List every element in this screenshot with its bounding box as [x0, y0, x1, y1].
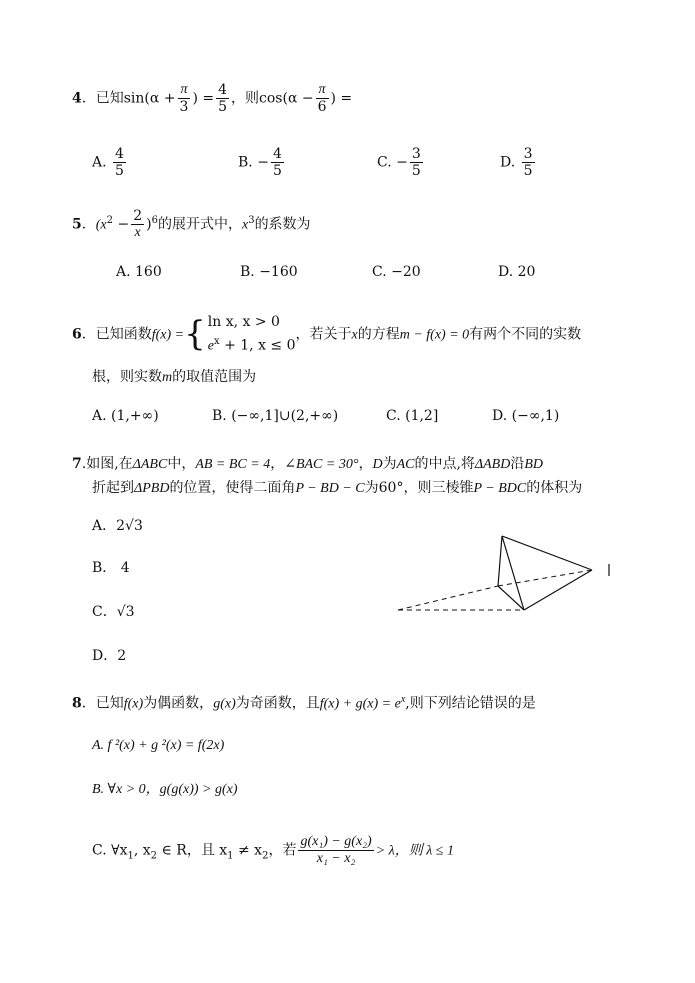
q5-option-c[interactable]: C. −20 — [372, 264, 421, 280]
q6-option-b[interactable]: B. (−∞,1]∪(2,+∞) — [212, 408, 339, 424]
q7-pyramid-figure — [392, 530, 622, 620]
q4-option-a[interactable]: A. $\frac{4}{5}$ — [92, 146, 124, 179]
q7-stem-line1: 7.如图,在ΔABC中，AB = BC = 4，∠BAC = 30°，D为AC的中点,将ΔABD沿BD — [72, 456, 544, 472]
q5-option-a[interactable]: A. 160 — [116, 264, 162, 280]
q7-option-a[interactable]: A．2√3 — [92, 518, 143, 534]
q8-option-b[interactable]: B. ∀x > 0，g(g(x)) > g(x) — [92, 782, 238, 797]
q7-stem-line2: 折起到ΔPBD的位置，使得二面角P − BD − C为60°，则三棱锥P − BDC的体积为 — [92, 480, 583, 496]
q6-number: 6 — [72, 326, 82, 343]
edge-p-c — [502, 536, 592, 570]
q4-option-d[interactable]: D. $\frac{3}{5}$ — [500, 146, 533, 179]
q5-option-d[interactable]: D. 20 — [498, 264, 536, 280]
q6-option-d[interactable]: D. (−∞,1) — [492, 408, 560, 424]
q4-frac-pi3: $\frac{\pi}{3}$ — [179, 82, 189, 115]
edge-p-d — [498, 536, 502, 586]
q4-option-b[interactable]: B. − $\frac{4}{5}$ — [238, 146, 282, 179]
q7-number: 7 — [72, 456, 82, 472]
q7-option-c[interactable]: C．√3 — [92, 604, 135, 620]
q5-stem: 5．($x^2$ − $\frac{2}{x}$ )$^6$的展开式中，$x^3$的系数为 — [72, 208, 311, 240]
q4-number: 4 — [72, 90, 82, 107]
q4-option-c[interactable]: C. − $\frac{3}{5}$ — [377, 146, 421, 179]
q8-stem: 8．已知f(x)为偶函数，g(x)为奇函数，且$f(x) + g(x) = e^x$,则下列结论错误的是 — [72, 694, 536, 712]
edge-p-b — [502, 536, 524, 610]
q8-option-c[interactable]: C. $\forall x_1$, $x_2$ ∈ R，且 $x_1 \ne x_2$，若 $\frac{\text{g(x₁) − g(x₂)}}{\text{x₁ − x₂}}$ > λ，则 λ ≤ 1 — [92, 834, 454, 866]
q7-option-d[interactable]: D．2 — [92, 648, 127, 664]
q8-option-a[interactable]: A. f ²(x) + g ²(x) = f(2x) — [92, 738, 225, 753]
q6-stem-line2: 根，则实数m的取值范围为 — [92, 369, 257, 385]
q5-number: 5 — [72, 216, 82, 233]
q7-option-b[interactable]: B． 4 — [92, 560, 130, 576]
q5-option-b[interactable]: B. −160 — [240, 264, 298, 280]
edge-a-d-hidden — [398, 586, 498, 610]
q6-option-a[interactable]: A. (1,+∞) — [92, 408, 159, 424]
q8-number: 8 — [72, 695, 82, 712]
q4-frac-pi6: $\frac{\pi}{6}$ — [317, 82, 327, 115]
q4-frac-45: $\frac{4}{5}$ — [218, 82, 228, 115]
q6-option-c[interactable]: C. (1,2] — [386, 408, 439, 424]
q4-stem: 4．已知sin(α + $\frac{\pi}{3}$ ) = $\frac{4}{5}$ ，则cos(α − $\frac{\pi}{6}$ ) = — [72, 82, 353, 115]
q6-stem-line1: 6．已知函数f(x) ={ ln x, x > 0 $e^x + 1$, x ≤ 0 ，若关于x的方程m − f(x) = 0有两个不同的实数 — [72, 314, 582, 355]
edge-b-c — [524, 570, 592, 610]
